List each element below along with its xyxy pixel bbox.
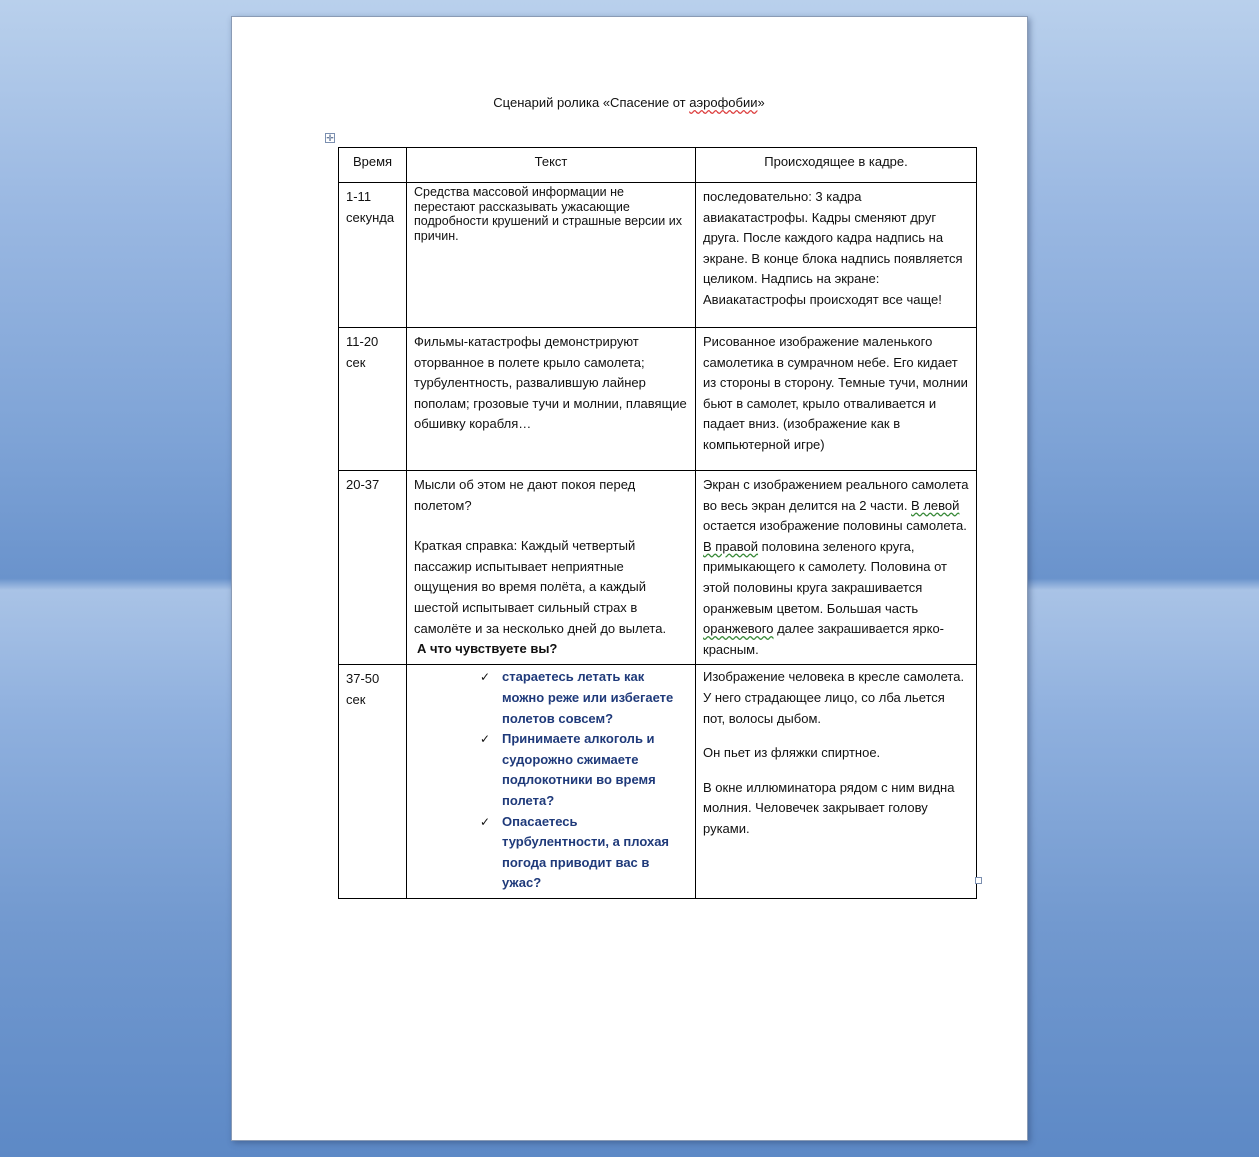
table-resize-handle[interactable]: [975, 877, 982, 884]
header-time: Время: [339, 148, 407, 183]
text-bold-question: А что чувствуете вы?: [417, 641, 558, 657]
cell-scene: Изображение человека в кресле самолета. У него страдающее лицо, со лба льется пот, волосы дыбом. Он пьет из фляжки спиртное. В окне иллюминатора рядом с ним видна молния. Человечек закрывает голову руками.: [696, 665, 977, 899]
cell-time: 1-11 секунда: [339, 183, 407, 328]
cell-time: 37-50 сек: [339, 665, 407, 899]
table-row: [339, 665, 977, 899]
text-question: Мысли об этом не дают покоя перед полетом?: [414, 477, 636, 513]
checkmark-icon: ✓: [480, 732, 491, 747]
script-table: [338, 147, 977, 899]
document-title: Сценарий ролика «Спасение от аэрофобии»: [493, 95, 765, 110]
cell-scene: последовательно: 3 кадра авиакатастрофы. Кадры сменяют друг друга. После каждого кадра надпись на экране. В конце блока надпись появляется целиком. Надпись на экране: Авиакатастрофы происходят все чаще!: [696, 183, 977, 328]
table-row: [339, 328, 977, 471]
table-move-handle-icon[interactable]: ✛: [326, 133, 334, 143]
list-item: ✓ Опасаетесь турбулентности, а плохая погода приводит вас в ужас?: [480, 813, 670, 891]
cell-text: [407, 471, 696, 665]
cell-text: Фильмы-катастрофы демонстрируют оторванное в полете крыло самолета; турбулентность, развалившую лайнер пополам; грозовые тучи и молнии, плавящие обшивку корабля…: [407, 328, 696, 471]
document-page[interactable]: [231, 16, 1028, 1141]
list-item: ✓ стараетесь летать как можно реже или избегаете полетов совсем?: [480, 669, 674, 726]
text-reference: Краткая справка: Каждый четвертый пассажир испытывает неприятные ощущения во время полёта, а каждый шестой испытывает сильный страх в самолёте и за несколько дней до вылета.: [414, 538, 667, 636]
header-text: Текст: [407, 148, 696, 183]
cell-scene: Рисованное изображение маленького самолетика в сумрачном небе. Его кидает из стороны в сторону. Темные тучи, молнии бьют в самолет, крыло отваливается и падает вниз. (изображение как в компьютерной игре): [696, 328, 977, 471]
cell-time: 11-20 сек: [339, 328, 407, 471]
cell-scene: Экран с изображением реального самолета во весь экран делится на 2 части. В левой остается изображение половины самолета. В правой половина зеленого круга, примыкающего к самолету. Половина от этой половины круга закрашивается оранжевым цветом. Большая часть оранжевого далее закрашивается ярко-красным.: [696, 471, 977, 665]
checkmark-icon: ✓: [480, 814, 491, 829]
cell-time: 20-37: [339, 471, 407, 665]
table-row: [339, 183, 977, 328]
cell-text: Средства массовой информации не перестают рассказывать ужасающие подробности крушений и страшные версии их причин.: [407, 183, 696, 328]
checkmark-icon: ✓: [480, 670, 491, 685]
list-item: ✓ Принимаете алкоголь и судорожно сжимаете подлокотники во время полета?: [480, 731, 656, 808]
checklist: [414, 667, 688, 894]
cell-text: [407, 665, 696, 899]
header-scene: Происходящее в кадре.: [696, 148, 977, 183]
table-header-row: [339, 148, 977, 183]
table-row: [339, 471, 977, 665]
